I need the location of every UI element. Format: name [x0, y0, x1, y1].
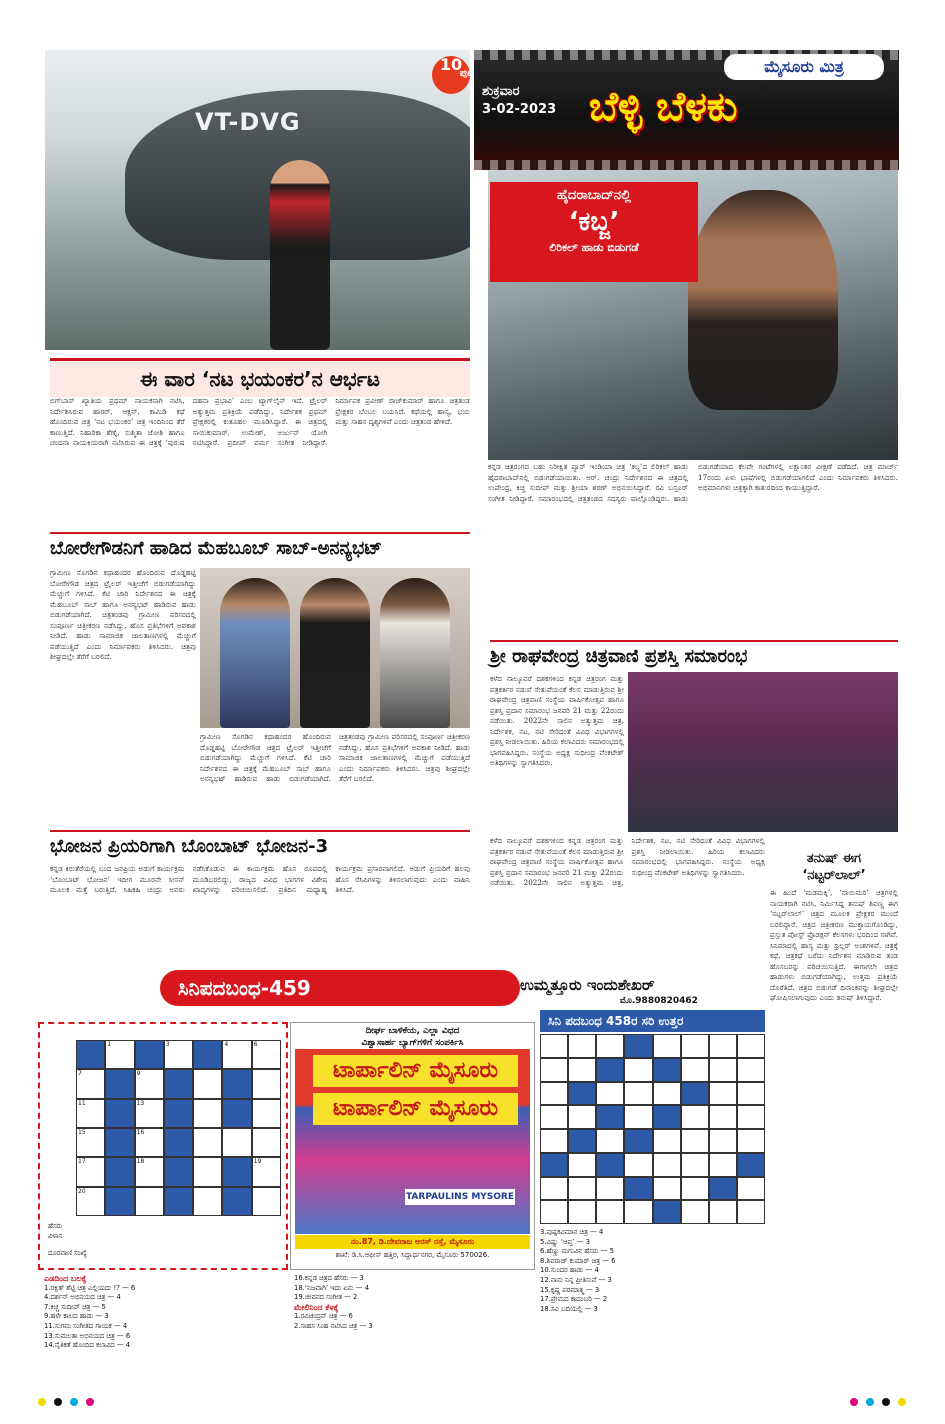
answer-cell — [737, 1177, 765, 1201]
crossword-block — [105, 1128, 134, 1157]
clue-item: 10.ಸುಂದರ ಹಾಡು — 4 — [540, 1266, 599, 1275]
actor-portrait — [688, 190, 838, 410]
crossword-block — [164, 1099, 193, 1128]
crossword-cell[interactable] — [164, 1040, 193, 1069]
ad-line-1: ದೀರ್ಘ ಬಾಳಿಕೆಯ, ಎಲ್ಲಾ ವಿಧದ — [365, 1026, 460, 1036]
section-title: ಬೆಳ್ಳಿ ಬೆಳಕು — [589, 84, 738, 130]
answer-cell — [653, 1177, 681, 1201]
cell-number: 4 — [224, 1041, 229, 1048]
crossword-phone: ಮೊ.9880820462 — [620, 996, 698, 1006]
crossword-cell[interactable] — [252, 1128, 281, 1157]
color-dot — [898, 1398, 906, 1406]
answer-cell — [624, 1105, 652, 1129]
registration-marks-right — [850, 1398, 906, 1410]
person-figure — [220, 578, 290, 728]
answer-block — [653, 1058, 681, 1082]
answer-block — [540, 1153, 568, 1177]
crossword-block — [105, 1069, 134, 1098]
crossword-title: ಸಿನಿಪದಬಂಧ-459 — [178, 976, 311, 1000]
answer-cell — [596, 1129, 624, 1153]
clues-across — [44, 1274, 284, 1351]
answer-cell — [653, 1034, 681, 1058]
form-phone-label: ದೂರವಾಣಿ ಸಂಖ್ಯೆ — [48, 1249, 87, 1258]
color-dot — [866, 1398, 874, 1406]
crossword-cell[interactable] — [76, 1099, 105, 1128]
clue-item: 19.ಜೀವನದ ಸಂಗೀತ — 2 — [294, 1293, 358, 1302]
crossword-cell[interactable] — [135, 1187, 164, 1216]
crossword-cell[interactable] — [252, 1157, 281, 1186]
clue-item: 8.ಶಿವರಾಜ್ ಕುಮಾರ್ ಚಿತ್ರ — 6 — [540, 1256, 616, 1265]
answer-cell — [709, 1082, 737, 1106]
answer-cell — [653, 1129, 681, 1153]
answer-cell — [624, 1082, 652, 1106]
answer-cell — [568, 1105, 596, 1129]
cell-number: 16 — [136, 1129, 145, 1136]
answer-cell — [737, 1082, 765, 1106]
article-nata-bhayankara-body: ಬಿಗ್‌ಬಾಸ್ ಖ್ಯಾತಿಯ ಪ್ರಥಮ್ ನಾಯಕನಾಗಿ ನಟಿಸಿ, ನಿರ್ದೇಶಿಸಿರುವ ಹಾರರ್, ಆಕ್ಷನ್, ಕಾಮಿಡಿ ಕಥೆ ಹೊಂದಿರುವ ಚಿತ್ರ ‘ನಟ ಭಯಂಕರ’ ಚಿತ್ರ ಇಂದಿನಿಂದ ತೆರೆ ಕಾಣುತ್ತಿದೆ. ನಿಹಾರಿಕಾ ಶೆಣೈ, ಸುಶ್ಮಿತಾ ಜೋಶಿ ಹಾಗೂ ಚಂದನಾ ನಾಯಕಿಯರಾಗಿ ನಟಿಸಿರುವ ಈ ಚಿತ್ರಕ್ಕೆ ‘ಪುರುಷ ದಹನಾ ಪ್ರಭಾವಿ’ ಎಂಬ ಟ್ಯಾಗ್‌ಲೈನ್ ಇದೆ. ಟ್ರೈಲರ್ ಅತ್ಯುತ್ತಮ ಪ್ರತಿಕ್ರಿಯೆ ಪಡೆದಿದ್ದು, ನಿರ್ದೇಶಕ ಪ್ರಥಮ್ ಪ್ರೇಕ್ಷಕರಲ್ಲಿ ಕುತೂಹಲ ಮೂಡಿಸಿದ್ದಾರೆ. ಈ ಚಿತ್ರದಲ್ಲಿ ಸಾಯಿಕುಮಾರ್, ಉಮೇಶ್, ಅರ್ಜುನ್ ಯೋಗಿ ನಟಿಸಿದ್ದಾರೆ. ಪ್ರದೀಪ್ ವರ್ಮ ಸಂಗೀತ ನೀಡಿದ್ದಾರೆ. ನಿರ್ಮಾಪಕ ಪ್ರವೀಣ್ ರಾಜ್‌ಕುಮಾರ್ ಹಾಗೂ ಚಿತ್ರತಂಡ ಪ್ರೇಕ್ಷಕರ ಬೆಂಬಲ ಬಯಸಿದೆ. ಕಥೆಯಲ್ಲಿ ಹಾಸ್ಯ, ಭಯ ಮತ್ತು ಸಾಹಸ ದೃಶ್ಯಗಳಿವೆ ಎಂದು ಚಿತ್ರತಂಡ ಹೇಳಿದೆ. — [50, 396, 470, 447]
crossword-cell[interactable] — [252, 1069, 281, 1098]
actor-figure — [270, 160, 330, 350]
answer-cell — [540, 1129, 568, 1153]
color-dot — [850, 1398, 858, 1406]
crossword-author: ಉಮ್ಮತ್ತೂರು ಇಂದುಶೇಖರ್ — [520, 976, 655, 994]
answer-block — [596, 1153, 624, 1177]
crossword-cell[interactable] — [135, 1069, 164, 1098]
answer-cell — [681, 1153, 709, 1177]
answer-cell — [709, 1058, 737, 1082]
ad-address: ನಂ.87, ಡಿ.ದೇವರಾಜ ಅರಸ್ ರಸ್ತೆ, ಮೈಸೂರು — [295, 1235, 530, 1249]
ad-address-branch: ಶಾಖೆ: ಡಿ.ಸಿ.ಆಫೀಸ್ ಹತ್ತಿರ, ಸಿದ್ದಾರ್ಥನಗರ, ಮೈಸೂರು 570026. — [335, 1251, 490, 1259]
clue-item: 18.ಸವಿ ಬದಿಯಲ್ಲಿ — 3 — [540, 1304, 598, 1313]
kabza-headline-box — [490, 182, 698, 282]
hero-photo — [45, 50, 470, 350]
clue-item: 17.ಪ್ರೇಮದ ಕಾದಂಬರಿ — 2 — [540, 1295, 608, 1304]
answer-cell — [540, 1105, 568, 1129]
crossword-block — [135, 1040, 164, 1069]
shop-sign: ಟಾರ್ಪಾಲಿನ್ ಮೈಸೂರು — [313, 1055, 518, 1087]
answer-cell — [596, 1082, 624, 1106]
registration-marks-left — [38, 1398, 94, 1410]
article-nattarlal-body: ಈ ಹಿಂದೆ ‘ಮಡಮಕ್ಕಿ’, ‘ನಾಯಿಮರಿ’ ಚಿತ್ರಗಳಲ್ಲಿ ನಾಯಕರಾಗಿ ನಟಿಸಿ, ನಿರ್ಮಿಸಿದ್ದ ತನುಷ್ ಶಿವಣ್ಣ ಈಗ ‘ನಟ್ಟರ್‌ಲಾಲ್’ ಚಿತ್ರದ ಮೂಲಕ ಪ್ರೇಕ್ಷಕರ ಮುಂದೆ ಬರಲಿದ್ದಾರೆ. ಚಿತ್ರದ ಚಿತ್ರೀಕರಣ ಮುಕ್ತಾಯಗೊಂಡಿದ್ದು, ಪ್ರಸ್ತುತ ಪೋಸ್ಟ್ ಪ್ರೊಡಕ್ಷನ್ ಕೆಲಸಗಳು ಭರದಿಂದ ಸಾಗಿವೆ. ಸಿನಿಮಾದಲ್ಲಿ ಹಾಸ್ಯ ಮತ್ತು ಥ್ರಿಲ್ಲರ್ ಅಂಶಗಳಿವೆ. ಚಿತ್ರಕ್ಕೆ ಕಥೆ, ಚಿತ್ರಕಥೆ ಬರೆದು ನಿರ್ದೇಶನ ಮಾಡಿರುವ ತಂಡ ಹೊಸಬರನ್ನು ಪರಿಚಯಿಸುತ್ತಿದೆ. ಈಗಾಗಲೇ ಚಿತ್ರದ ಹಾಡುಗಳು ಬಿಡುಗಡೆಯಾಗಿದ್ದು, ಉತ್ತಮ ಪ್ರತಿಕ್ರಿಯೆ ದೊರೆತಿದೆ. ಚಿತ್ರದ ಬಿಡುಗಡೆ ದಿನಾಂಕವನ್ನು ಶೀಘ್ರದಲ್ಲೇ ಘೋಷಿಸಲಾಗುವುದು ಎಂದು ತನುಷ್ ತಿಳಿಸಿದ್ದಾರೆ. — [770, 888, 898, 1002]
newspaper-brand: ಮೈಸೂರು ಮಿತ್ರ — [724, 54, 884, 80]
cell-number: 1 — [107, 1041, 112, 1048]
article-boregowda-body: ಗ್ರಾಮೀಣ ಸೊಗಡಿನ ಕಥಾಹಂದರ ಹೊಂದಿರುವ ದೊಡ್ಡಹಟ್ಟಿ ಬೋರೇಗೌಡ ಚಿತ್ರದ ಟ್ರೈಲರ್ ಇತ್ತೀಚೆಗೆ ಬಿಡುಗಡೆಯಾಗಿದ್ದು ಮೆಚ್ಚುಗೆ ಗಳಿಸಿದೆ. ಕೆಟಿ ಚಾರಿ ನಿರ್ದೇಶನದ ಈ ಚಿತ್ರಕ್ಕೆ ಮೆಹಬೂಬ್ ಸಾಬ್ ಹಾಗೂ ಅನನ್ಯಭಟ್ ಹಾಡಿರುವ ಹಾಡು ಬಿಡುಗಡೆಯಾಗಿದೆ. ಚಿತ್ರತಂಡವು ಗ್ರಾಮೀಣ ಪರಿಸರದಲ್ಲಿ ಸಂಪೂರ್ಣ ಚಿತ್ರೀಕರಣ ನಡೆಸಿದ್ದು, ಹೊಸ ಪ್ರತಿಭೆಗಳಿಗೆ ಅವಕಾಶ ನೀಡಿದೆ. ಹಾಡು ಸಾಮಾಜಿಕ ಜಾಲತಾಣಗಳಲ್ಲಿ ಮೆಚ್ಚುಗೆ ಪಡೆಯುತ್ತಿದೆ ಎಂದು ನಿರ್ಮಾಪಕರು ತಿಳಿಸಿದರು. ಚಿತ್ರವು ಶೀಘ್ರದಲ್ಲೇ ತೆರೆಗೆ ಬರಲಿದೆ. — [50, 568, 196, 661]
headline-nata-bhayankara: ಈ ವಾರ ‘ನಟ ಭಯಂಕರ’ನ ಆರ್ಭಟ — [50, 358, 470, 397]
answer-block — [737, 1153, 765, 1177]
clue-item: 15.ಕೃಷ್ಣ ಪರಮಾತ್ಮ — 3 — [540, 1285, 600, 1294]
answer-cell — [737, 1200, 765, 1224]
article-chitravani-body: ಕಳೆದ ನಾಲ್ಕೂವರೆ ದಶಕಗಳಿಂದ ಕನ್ನಡ ಚಿತ್ರರಂಗ ಮತ್ತು ಪತ್ರಕರ್ತರ ನಡುವೆ ಸೇತುವೆಯಂತೆ ಕೆಲಸ ಮಾಡುತ್ತಿರುವ ಶ್ರೀ ರಾಘವೇಂದ್ರ ಚಿತ್ರವಾಣಿ ಸಂಸ್ಥೆಯ ವಾರ್ಷಿಕೋತ್ಸವ ಹಾಗೂ ಪ್ರಶಸ್ತಿ ಪ್ರದಾನ ಸಮಾರಂಭ ಜನವರಿ 21 ಮತ್ತು 22ರಂದು ನಡೆಯಿತು. 2022ನೇ ಸಾಲಿನ ಅತ್ಯುತ್ತಮ ಚಿತ್ರ, ನಿರ್ದೇಶಕ, ನಟ, ನಟಿ ಸೇರಿದಂತೆ ವಿವಿಧ ವಿಭಾಗಗಳಲ್ಲಿ ಪ್ರಶಸ್ತಿ ನೀಡಲಾಯಿತು. ಹಿರಿಯ ಕಲಾವಿದರು ಸಮಾರಂಭದಲ್ಲಿ ಭಾಗವಹಿಸಿದ್ದರು. ಸಂಸ್ಥೆಯ ಅಧ್ಯಕ್ಷ ಸುಧೀಂದ್ರ ವೆಂಕಟೇಶ್ ಅತಿಥಿಗಳನ್ನು ಸ್ವಾಗತಿಸಿದರು. — [490, 674, 624, 767]
cell-number: 18 — [136, 1158, 145, 1166]
cell-number: 20 — [78, 1187, 86, 1195]
answer-cell — [681, 1034, 709, 1058]
crossword-block — [164, 1069, 193, 1098]
crossword-cell[interactable] — [193, 1069, 222, 1098]
cell-number: 6 — [253, 1041, 258, 1048]
crossword-block — [164, 1187, 193, 1216]
shop-photo — [295, 1049, 530, 1234]
cell-number: 13 — [136, 1099, 145, 1107]
answer-block — [568, 1129, 596, 1153]
crossword-cell[interactable] — [76, 1069, 105, 1098]
answer-cell — [568, 1034, 596, 1058]
answer-cell — [624, 1153, 652, 1177]
answer-cell — [681, 1177, 709, 1201]
clue-item: 11.ಸುಗಮ ಸಂಗೀತದ ಗಾಯಕ — 4 — [44, 1321, 128, 1330]
person-figure — [300, 578, 370, 728]
tanush-heading — [770, 850, 898, 884]
crossword-block — [76, 1040, 105, 1069]
clue-item: 7.ಕಿಚ್ಚ ಸುದೀಪ್ ಚಿತ್ರ — 5 — [44, 1302, 106, 1311]
masthead-day: ಶುಕ್ರವಾರ — [482, 84, 520, 99]
crossword-block — [222, 1157, 251, 1186]
crossword-title-bar — [160, 970, 520, 1006]
clue-item: 14.ನೈತಿಕತೆ ಹೊಂದಿದ ಕಲಾವಿದ — 4 — [44, 1341, 131, 1350]
crossword-cell[interactable] — [252, 1099, 281, 1128]
answer-cell — [568, 1058, 596, 1082]
kabza-subtitle: ಲಿರಿಕಲ್ ಹಾಡು ಬಿಡುಗಡೆ — [549, 241, 639, 254]
clue-item: 9.ಹಳೇ ಕಾಲದ ಹಾಡು — 3 — [44, 1312, 109, 1321]
answers-title: ಸಿನಿ ಪದಬಂಧ 458ರ ಸರಿ ಉತ್ತರ — [540, 1010, 765, 1032]
clue-item: 3.ಪುಷ್ಪಕವಿಮಾನ ಚಿತ್ರ — 4 — [540, 1228, 604, 1236]
award-ceremony-photo — [628, 672, 898, 832]
crossword-block — [105, 1099, 134, 1128]
answer-cell — [596, 1177, 624, 1201]
ad-tagline — [291, 1025, 534, 1049]
crossword-block — [164, 1157, 193, 1186]
color-dot — [86, 1398, 94, 1406]
crossword-cell[interactable] — [222, 1040, 251, 1069]
clue-item: 2.ಸಾಹಸ ಸಿಂಹ ನಟಿಸಿದ ಚಿತ್ರ — 3 — [294, 1321, 373, 1330]
answer-cell — [709, 1129, 737, 1153]
helicopter-registration: VT-DVG — [195, 108, 301, 136]
cell-number: 11 — [78, 1099, 86, 1107]
cell-number: 9 — [136, 1070, 141, 1078]
clues-right — [540, 1228, 764, 1314]
clue-item: 13.ಸುಮಲತಾ ಅಭಿನಯದ ಚಿತ್ರ — 6 — [44, 1331, 131, 1340]
answer-cell — [709, 1034, 737, 1058]
form-name-label: ಹೆಸರು — [48, 1222, 63, 1230]
crossword-cell[interactable] — [193, 1157, 222, 1186]
color-dot — [70, 1398, 78, 1406]
masthead — [474, 50, 899, 170]
article-chitravani-body-cont: ಕಳೆದ ನಾಲ್ಕೂವರೆ ದಶಕಗಳಿಂದ ಕನ್ನಡ ಚಿತ್ರರಂಗ ಮತ್ತು ಪತ್ರಕರ್ತರ ನಡುವೆ ಸೇತುವೆಯಂತೆ ಕೆಲಸ ಮಾಡುತ್ತಿರುವ ಶ್ರೀ ರಾಘವೇಂದ್ರ ಚಿತ್ರವಾಣಿ ಸಂಸ್ಥೆಯ ವಾರ್ಷಿಕೋತ್ಸವ ಹಾಗೂ ಪ್ರಶಸ್ತಿ ಪ್ರದಾನ ಸಮಾರಂಭ ಜನವರಿ 21 ಮತ್ತು 22ರಂದು ನಡೆಯಿತು. 2022ನೇ ಸಾಲಿನ ಅತ್ಯುತ್ತಮ ಚಿತ್ರ, ನಿರ್ದೇಶಕ, ನಟ, ನಟಿ ಸೇರಿದಂತೆ ವಿವಿಧ ವಿಭಾಗಗಳಲ್ಲಿ ಪ್ರಶಸ್ತಿ ನೀಡಲಾಯಿತು. ಹಿರಿಯ ಕಲಾವಿದರು ಸಮಾರಂಭದಲ್ಲಿ ಭಾಗವಹಿಸಿದ್ದರು. ಸಂಸ್ಥೆಯ ಅಧ್ಯಕ್ಷ ಸುಧೀಂದ್ರ ವೆಂಕಟೇಶ್ ಅತಿಥಿಗಳನ್ನು ಸ್ವಾಗತಿಸಿದರು. — [490, 836, 765, 887]
cell-number: 3 — [165, 1041, 170, 1048]
answer-block — [568, 1082, 596, 1106]
answer-cell — [540, 1200, 568, 1224]
answer-cell — [737, 1105, 765, 1129]
form-address-label: ವಿಳಾಸ — [48, 1231, 63, 1240]
answer-cell — [596, 1200, 624, 1224]
crossword-block — [164, 1128, 193, 1157]
coupon-form — [48, 1222, 278, 1259]
clue-item: 16.ಕನ್ನಡ ಚಿತ್ರದ ಹೆಸರು — 3 — [294, 1274, 364, 1282]
answer-cell — [624, 1200, 652, 1224]
answer-cell — [681, 1200, 709, 1224]
cell-number: 17 — [78, 1158, 86, 1166]
answer-cell — [540, 1082, 568, 1106]
crossword-cell[interactable] — [105, 1040, 134, 1069]
crossword-block — [222, 1099, 251, 1128]
answer-cell — [737, 1034, 765, 1058]
clue-item: 6.ಹೆಣ್ಣು ಮಗುವಿನ ಹೆಸರು — 5 — [540, 1247, 614, 1256]
clues-middle — [294, 1274, 522, 1332]
answer-cell — [624, 1058, 652, 1082]
kabza-article-body: ಕನ್ನಡ ಚಿತ್ರರಂಗದ ಬಹು ನಿರೀಕ್ಷಿತ ಪ್ಯಾನ್ ಇಂಡಿಯಾ ಚಿತ್ರ ‘ಕಬ್ಜ’ದ ಲಿರಿಕಲ್ ಹಾಡು ಹೈದರಾಬಾದ್‌ನಲ್ಲಿ ಬಿಡುಗಡೆಯಾಯಿತು. ಆರ್. ಚಂದ್ರು ನಿರ್ದೇಶನದ ಈ ಚಿತ್ರದಲ್ಲಿ ಉಪೇಂದ್ರ, ಕಿಚ್ಚ ಸುದೀಪ್ ಮತ್ತು ಶ್ರೀಯಾ ಶರಣ್ ಅಭಿನಯಿಸಿದ್ದಾರೆ. ರವಿ ಬಸ್ರೂರ್ ಸಂಗೀತ ನೀಡಿದ್ದಾರೆ. ಸಮಾರಂಭದಲ್ಲಿ ಚಿತ್ರತಂಡದ ಸದಸ್ಯರು ಪಾಲ್ಗೊಂಡಿದ್ದರು. ಹಾಡು ಬಿಡುಗಡೆಯಾದ ಕೆಲವೇ ಗಂಟೆಗಳಲ್ಲಿ ಲಕ್ಷಾಂತರ ವೀಕ್ಷಣೆ ಪಡೆದಿದೆ. ಚಿತ್ರ ಮಾರ್ಚ್ 17ರಂದು ಏಳು ಭಾಷೆಗಳಲ್ಲಿ ಬಿಡುಗಡೆಯಾಗಲಿದೆ ಎಂದು ನಿರ್ಮಾಪಕರು ತಿಳಿಸಿದರು. ಅಭಿಮಾನಿಗಳು ಚಿತ್ರಕ್ಕಾಗಿ ಕಾತುರದಿಂದ ಕಾಯುತ್ತಿದ್ದಾರೆ. — [488, 462, 898, 503]
answer-cell — [681, 1105, 709, 1129]
shop-sign-2: ಟಾರ್ಪಾಲಿನ್ ಮೈಸೂರು — [313, 1093, 518, 1125]
clue-item: 12.ನಾನು ನಿನ್ನ ಪ್ರೀತಿಸುವೆ — 3 — [540, 1275, 612, 1284]
answer-block — [596, 1105, 624, 1129]
article-bombat-bhojana-body: ಕನ್ನಡ ಕಿರುತೆರೆಯಲ್ಲಿ ಬಂದ ಜನಪ್ರಿಯ ಅಡುಗೆ ಕಾರ್ಯಕ್ರಮ ‘ಬೊಂಬಾಟ್ ಭೋಜನ’ ಇದೀಗ ಮೂರನೇ ಸೀಸನ್ ಮೂಲಕ ಮತ್ತೆ ಬರುತ್ತಿದೆ. ಸಿಹಿಕಹಿ ಚಂದ್ರು ಅವರು ನಡೆಸಿಕೊಡುವ ಈ ಕಾರ್ಯಕ್ರಮ ಹೊಸ ರೂಪದಲ್ಲಿ ಮೂಡಿಬರಲಿದ್ದು, ರಾಜ್ಯದ ವಿವಿಧ ಭಾಗಗಳ ವಿಶೇಷ ಖಾದ್ಯಗಳನ್ನು ಪರಿಚಯಿಸಲಿದೆ. ಪ್ರತಿದಿನ ಮಧ್ಯಾಹ್ನ ಕಾರ್ಯಕ್ರಮ ಪ್ರಸಾರವಾಗಲಿದೆ. ಅಡುಗೆ ಪ್ರಿಯರಿಗೆ ಹಲವು ಹೊಸ ರೆಸಿಪಿಗಳನ್ನು ತಿಳಿಸಲಾಗುವುದು ಎಂದು ವಾಹಿನಿ ತಿಳಿಸಿದೆ. — [50, 864, 470, 894]
crossword-cell[interactable] — [193, 1187, 222, 1216]
shop-sign-english: TARPAULINS MYSORE — [405, 1189, 515, 1205]
answer-cell — [709, 1200, 737, 1224]
answer-cell — [540, 1177, 568, 1201]
color-dot — [882, 1398, 890, 1406]
crossword-cell[interactable] — [193, 1099, 222, 1128]
headline-bombat-bhojana: ಭೋಜನ ಪ್ರಿಯರಿಗಾಗಿ ಬೊಂಬಾಟ್ ಭೋಜನ-3 — [50, 836, 329, 857]
crossword-cell[interactable] — [252, 1187, 281, 1216]
film-strip-bottom — [474, 160, 899, 170]
page-number-label: ಪುಟ — [459, 68, 475, 79]
answer-cell — [568, 1200, 596, 1224]
crossword-cell[interactable] — [252, 1040, 281, 1069]
crossword-block — [193, 1040, 222, 1069]
headline-boregowda: ಬೋರೇಗೌಡನಿಗೆ ಹಾಡಿದ ಮೆಹಬೂಬ್ ಸಾಬ್-ಅನನ್ಯಭಟ್ — [50, 538, 382, 559]
person-figure — [380, 578, 450, 728]
crossword-cell[interactable] — [135, 1157, 164, 1186]
masthead-date: 3-02-2023 — [482, 102, 557, 117]
cell-number: 19 — [253, 1158, 262, 1166]
crossword-cell[interactable] — [76, 1157, 105, 1186]
headline-chitravani: ಶ್ರೀ ರಾಘವೇಂದ್ರ ಚಿತ್ರವಾಣಿ ಪ್ರಶಸ್ತಿ ಸಮಾರಂಭ — [490, 646, 748, 667]
page-number-badge — [432, 55, 475, 94]
clue-item: 1.ರಕ್ಷಿತ್ ಶೆಟ್ಟಿ ಚಿತ್ರ ಎಲ್ಲಿಯದು !? — 6 — [44, 1283, 136, 1292]
color-dot — [38, 1398, 46, 1406]
answer-cell — [681, 1129, 709, 1153]
answer-cell — [653, 1082, 681, 1106]
answer-block — [709, 1177, 737, 1201]
crossword-cell[interactable] — [76, 1128, 105, 1157]
crossword-cell[interactable] — [222, 1128, 251, 1157]
crossword-grid[interactable] — [76, 1040, 281, 1216]
down-heading: ಮೇಲಿನಿಂದ ಕೆಳಕ್ಕೆ — [294, 1302, 339, 1312]
answer-cell — [709, 1153, 737, 1177]
kabza-title: ‘ಕಬ್ಜ’ — [568, 207, 620, 237]
answer-cell — [540, 1034, 568, 1058]
clue-item: 1.ರವಿಚಂದ್ರನ್ ಚಿತ್ರ — 6 — [294, 1312, 353, 1321]
answer-block — [624, 1129, 652, 1153]
answer-cell — [653, 1153, 681, 1177]
crossword-cell[interactable] — [135, 1128, 164, 1157]
color-dot — [54, 1398, 62, 1406]
tanush-kicker: ತನುಷ್ ಈಗ — [806, 851, 862, 866]
cell-number: 7 — [78, 1070, 82, 1078]
answer-block — [653, 1105, 681, 1129]
clue-item: 18.‘ನಿಜವಾಗಿ’ ಇದು ಏನು — 4 — [294, 1283, 370, 1292]
tarpaulin-advertisement — [290, 1022, 535, 1270]
crossword-block — [105, 1187, 134, 1216]
answer-cell — [568, 1153, 596, 1177]
article-boregowda-body-cont: ಗ್ರಾಮೀಣ ಸೊಗಡಿನ ಕಥಾಹಂದರ ಹೊಂದಿರುವ ದೊಡ್ಡಹಟ್ಟಿ ಬೋರೇಗೌಡ ಚಿತ್ರದ ಟ್ರೈಲರ್ ಇತ್ತೀಚೆಗೆ ಬಿಡುಗಡೆಯಾಗಿದ್ದು ಮೆಚ್ಚುಗೆ ಗಳಿಸಿದೆ. ಕೆಟಿ ಚಾರಿ ನಿರ್ದೇಶನದ ಈ ಚಿತ್ರಕ್ಕೆ ಮೆಹಬೂಬ್ ಸಾಬ್ ಹಾಗೂ ಅನನ್ಯಭಟ್ ಹಾಡಿರುವ ಹಾಡು ಬಿಡುಗಡೆಯಾಗಿದೆ. ಚಿತ್ರತಂಡವು ಗ್ರಾಮೀಣ ಪರಿಸರದಲ್ಲಿ ಸಂಪೂರ್ಣ ಚಿತ್ರೀಕರಣ ನಡೆಸಿದ್ದು, ಹೊಸ ಪ್ರತಿಭೆಗಳಿಗೆ ಅವಕಾಶ ನೀಡಿದೆ. ಹಾಡು ಸಾಮಾಜಿಕ ಜಾಲತಾಣಗಳಲ್ಲಿ ಮೆಚ್ಚುಗೆ ಪಡೆಯುತ್ತಿದೆ ಎಂದು ನಿರ್ಮಾಪಕರು ತಿಳಿಸಿದರು. ಚಿತ್ರವು ಶೀಘ್ರದಲ್ಲೇ ತೆರೆಗೆ ಬರಲಿದೆ. — [200, 732, 470, 783]
crossword-cell[interactable] — [76, 1187, 105, 1216]
answer-block — [624, 1177, 652, 1201]
crossword-block — [222, 1187, 251, 1216]
crossword-cell[interactable] — [193, 1128, 222, 1157]
ad-line-2: ವಿಶ್ವಾಸಾರ್ಹ ಬ್ಯಾಗ್‌ಗಳಿಗೆ ಸಂಪರ್ಕಿಸಿ — [361, 1038, 464, 1048]
answers-grid — [540, 1034, 765, 1224]
answer-cell — [540, 1058, 568, 1082]
crossword-cell[interactable] — [135, 1099, 164, 1128]
answer-cell — [709, 1105, 737, 1129]
kabza-kicker: ಹೈದರಾಬಾದ್‌ನಲ್ಲಿ — [557, 188, 631, 203]
answer-cell — [737, 1058, 765, 1082]
clue-item: 4.ದರ್ಶನ್ ಅಭಿನಯದ ಚಿತ್ರ — 4 — [44, 1293, 121, 1302]
answer-block — [653, 1200, 681, 1224]
tanush-headline: ‘ನಟ್ಟರ್‌ಲಾಲ್’ — [802, 868, 866, 883]
page-number: 10 — [439, 55, 463, 74]
group-photo — [200, 568, 470, 728]
answer-cell — [681, 1058, 709, 1082]
answer-block — [624, 1034, 652, 1058]
cell-number: 15 — [78, 1129, 86, 1136]
answer-cell — [596, 1034, 624, 1058]
answer-block — [596, 1058, 624, 1082]
across-heading: ಎಡದಿಂದ ಬಲಕ್ಕೆ — [44, 1274, 87, 1283]
answer-block — [681, 1082, 709, 1106]
answer-cell — [737, 1129, 765, 1153]
crossword-block — [222, 1069, 251, 1098]
clue-item: 5.ವಿಷ್ಣು ‘ಆಪ್ತ’ — 3 — [540, 1237, 590, 1246]
crossword-block — [105, 1157, 134, 1186]
answer-cell — [568, 1177, 596, 1201]
